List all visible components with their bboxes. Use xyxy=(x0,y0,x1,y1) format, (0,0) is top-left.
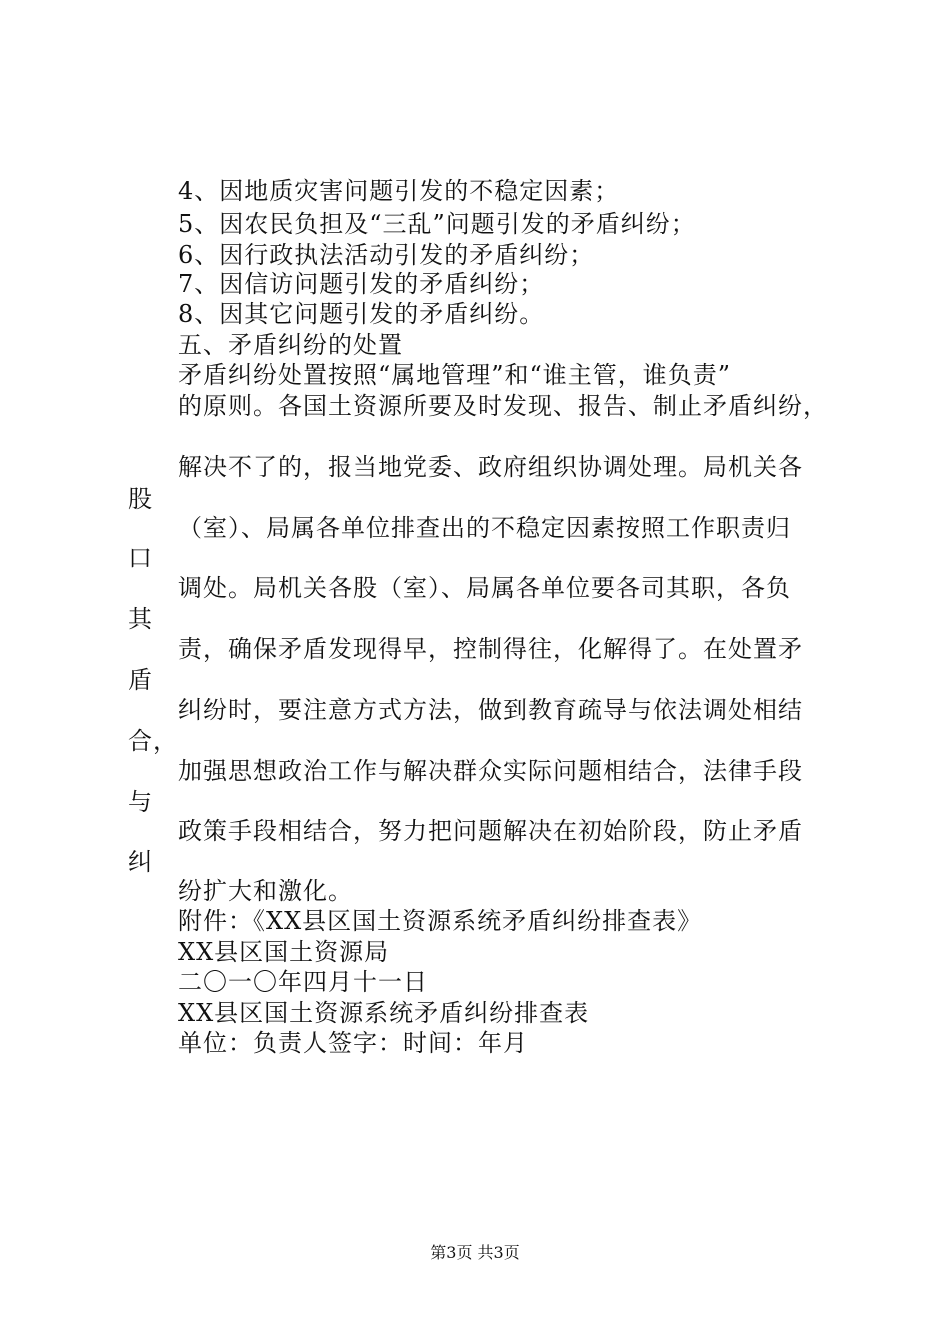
section-heading: 五、矛盾纠纷的处置 xyxy=(178,331,403,359)
side-fragment-1: 股 xyxy=(128,485,153,513)
issuer-line: XX县区国土资源局 xyxy=(178,938,390,966)
form-title: XX县区国土资源系统矛盾纠纷排查表 xyxy=(178,999,590,1027)
paragraph-body-line-2: （室）、局属各单位排查出的不稳定因素按照工作职责归 xyxy=(178,514,791,542)
side-fragment-3: 其 xyxy=(128,605,153,633)
list-item-5: 5、因农民负担及“三乱”问题引发的矛盾纠纷； xyxy=(178,210,696,238)
attachment-line: 附件：《XX县区国土资源系统矛盾纠纷排查表》 xyxy=(178,907,703,935)
paragraph-body-line-7: 政策手段相结合，努力把问题解决在初始阶段，防止矛盾 xyxy=(178,817,803,845)
paragraph-body-line-5: 纠纷时，要注意方式方法，做到教育疏导与依法调处相结 xyxy=(178,696,803,724)
side-fragment-5: 合， xyxy=(128,727,178,755)
paragraph-intro-line-2: 的原则。各国土资源所要及时发现、报告、制止矛盾纠纷， xyxy=(178,392,828,420)
side-fragment-2: 口 xyxy=(128,544,153,572)
side-fragment-4: 盾 xyxy=(128,666,153,694)
page-footer: 第3页 共3页 xyxy=(430,1243,520,1262)
date-line: 二〇一〇年四月十一日 xyxy=(178,968,428,996)
list-item-6: 6、因行政执法活动引发的矛盾纠纷； xyxy=(178,241,595,269)
list-item-8: 8、因其它问题引发的矛盾纠纷。 xyxy=(178,300,545,328)
side-fragment-6: 与 xyxy=(128,788,153,816)
paragraph-body-line-8: 纷扩大和激化。 xyxy=(178,877,353,905)
side-fragment-7: 纠 xyxy=(128,848,153,876)
paragraph-body-line-4: 责，确保矛盾发现得早，控制得往，化解得了。在处置矛 xyxy=(178,635,803,663)
list-item-4: 4、因地质灾害问题引发的不稳定因素； xyxy=(178,177,620,205)
paragraph-intro-line-1: 矛盾纠纷处置按照“属地管理”和“谁主管，谁负责” xyxy=(178,361,732,389)
form-fields: 单位：负责人签字：时间：年月 xyxy=(178,1029,528,1057)
paragraph-body-line-1: 解决不了的，报当地党委、政府组织协调处理。局机关各 xyxy=(178,453,803,481)
paragraph-body-line-6: 加强思想政治工作与解决群众实际问题相结合，法律手段 xyxy=(178,757,803,785)
list-item-7: 7、因信访问题引发的矛盾纠纷； xyxy=(178,270,545,298)
paragraph-body-line-3: 调处。局机关各股（室）、局属各单位要各司其职，各负 xyxy=(178,574,791,602)
